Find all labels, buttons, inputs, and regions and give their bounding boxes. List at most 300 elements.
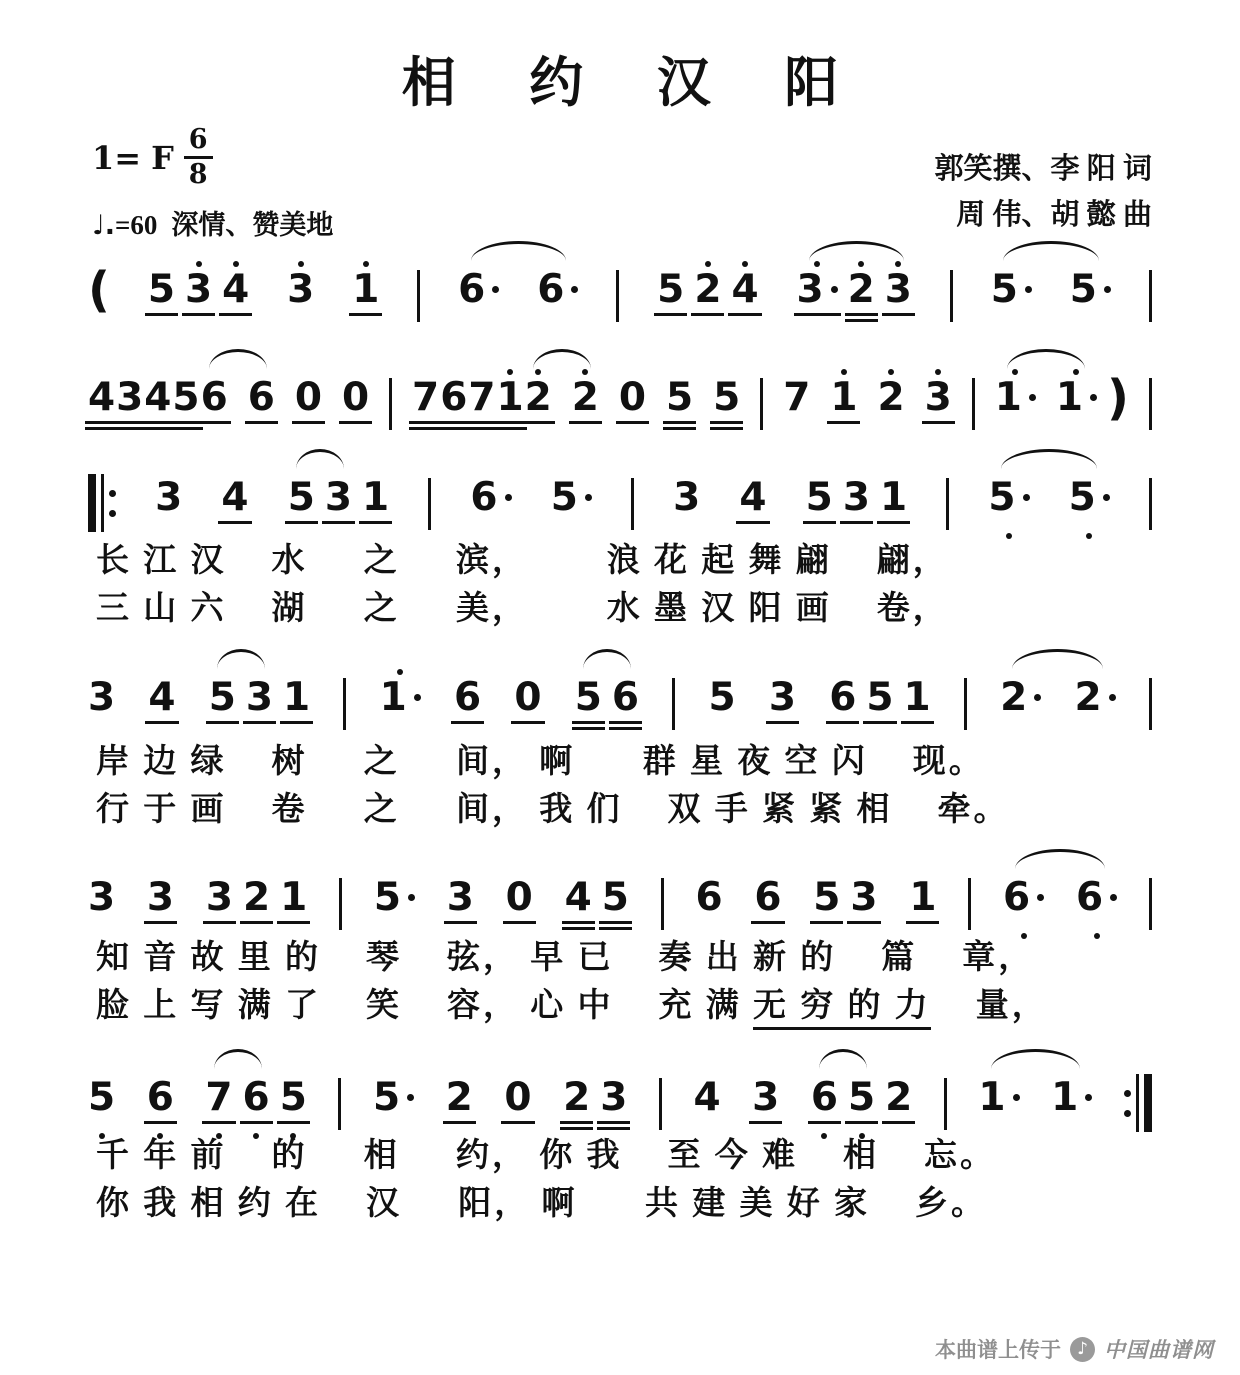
note-digit: 0 xyxy=(505,875,533,920)
note xyxy=(458,258,499,334)
note xyxy=(783,366,810,442)
note xyxy=(829,666,856,742)
tempo-marking xyxy=(92,203,333,242)
beam-underline-2 xyxy=(599,927,632,930)
note-digit: 0 xyxy=(341,375,370,420)
note-digit: 6 xyxy=(454,675,482,720)
note xyxy=(731,258,758,334)
note xyxy=(172,366,199,442)
note-digit: 4 xyxy=(731,267,759,312)
slur-arc xyxy=(1015,849,1104,869)
beam-underline xyxy=(243,721,276,724)
note-cluster xyxy=(946,466,949,530)
note-digit: 5 xyxy=(172,375,200,420)
lyric-row-b-verse1: 岸 边 绿 树 之 间， 啊 群 星 夜 空 闪 现。 xyxy=(96,744,985,780)
beam-underline xyxy=(522,421,555,424)
note xyxy=(843,466,870,542)
note xyxy=(144,366,171,442)
slur-arc xyxy=(209,349,267,369)
note xyxy=(694,258,721,334)
note-digit: 2 xyxy=(877,375,905,420)
note-digit: 0 xyxy=(514,675,542,720)
rest-note xyxy=(295,366,322,442)
note-digit: 4 xyxy=(564,875,592,920)
note-cluster xyxy=(1149,466,1152,530)
note-digit: 6 xyxy=(611,675,640,720)
note-cluster xyxy=(155,466,182,542)
note-cluster xyxy=(964,666,967,730)
note-digit: 0 xyxy=(504,1075,532,1120)
close-paren: ) xyxy=(1106,370,1129,426)
note-cluster xyxy=(575,666,639,742)
beam-underline xyxy=(277,921,310,924)
note-cluster xyxy=(925,366,952,442)
note-digit: 4 xyxy=(222,267,250,312)
lyric-row-c-verse2 xyxy=(96,979,1048,1026)
beam-underline xyxy=(182,313,215,316)
note-digit: 5 xyxy=(665,375,694,420)
note-digit: 6 xyxy=(1003,875,1031,920)
note-digit: 3 xyxy=(673,475,701,520)
credits xyxy=(934,146,1152,239)
note-digit: 7 xyxy=(783,375,811,420)
slur-arc xyxy=(533,349,591,369)
meter-denominator: 8 xyxy=(188,159,208,191)
note-digit: 1 xyxy=(830,375,858,420)
beam-underline xyxy=(451,721,484,724)
beam-underline xyxy=(766,721,799,724)
note-cluster xyxy=(950,258,953,322)
note-cluster xyxy=(428,466,431,530)
note-digit: 1 xyxy=(496,375,524,420)
note xyxy=(246,666,273,742)
note-digit: 5 xyxy=(805,475,833,520)
note xyxy=(221,466,248,542)
note-cluster xyxy=(713,366,740,442)
note xyxy=(769,666,796,742)
lyric-row-a-verse2: 三 山 六 湖 之 美， 水 墨 汉 阳 画 卷， xyxy=(96,591,949,627)
beam-underline xyxy=(144,921,177,924)
slur-arc xyxy=(819,1049,867,1069)
note xyxy=(1076,866,1117,942)
note-digit: 1 xyxy=(903,675,931,720)
note-digit: 1 xyxy=(379,675,407,720)
note-digit: 6 xyxy=(1075,875,1104,920)
note-cluster xyxy=(537,258,578,334)
beam-underline-2 xyxy=(562,927,595,930)
note-cluster xyxy=(1069,466,1110,542)
note-digit: 3 xyxy=(768,675,797,720)
beam-underline xyxy=(794,313,841,316)
note-cluster xyxy=(389,366,392,430)
beam-underline xyxy=(654,313,687,316)
note xyxy=(496,366,523,442)
beam-underline xyxy=(206,721,239,724)
note-digit: 3 xyxy=(796,267,824,312)
augmentation-dot xyxy=(1103,494,1110,501)
beam-underline xyxy=(691,313,724,316)
note-digit: 5 xyxy=(848,1075,876,1120)
note-digit: 3 xyxy=(850,875,878,920)
music-line-intro-2 xyxy=(88,346,1152,442)
note xyxy=(1056,366,1097,442)
note-cluster xyxy=(1076,866,1117,942)
note-digit: 2 xyxy=(694,267,722,312)
note-cluster xyxy=(339,866,342,930)
beam-underline xyxy=(736,521,769,524)
beam-underline xyxy=(280,721,313,724)
beam-underline xyxy=(349,313,382,316)
augmentation-dot xyxy=(1109,694,1116,701)
note-digit: 6 xyxy=(200,375,228,420)
augmentation-dot xyxy=(1029,394,1036,401)
upload-text: 本曲谱上传于 xyxy=(935,1338,1061,1362)
beam-underline xyxy=(501,1121,534,1124)
note-cluster xyxy=(458,258,499,334)
note xyxy=(88,366,115,442)
beam-underline xyxy=(562,921,595,924)
octave-dot-low xyxy=(1094,933,1100,939)
beam-underline xyxy=(560,1121,593,1124)
note-cluster xyxy=(829,666,930,742)
beam-underline xyxy=(145,721,178,724)
note xyxy=(283,666,310,742)
note-digit: 3 xyxy=(446,875,474,920)
beam-underline xyxy=(803,521,836,524)
note-digit: 2 xyxy=(1000,675,1028,720)
barline xyxy=(972,378,975,430)
augmentation-dot xyxy=(1110,894,1117,901)
note-digit: 1 xyxy=(978,1075,1006,1120)
note-digit: 7 xyxy=(412,375,440,420)
note-digit: 5 xyxy=(657,267,685,312)
note-digit: 3 xyxy=(184,267,213,312)
note xyxy=(797,258,838,334)
beam-underline xyxy=(218,521,251,524)
music-line-verse-4 xyxy=(88,1046,1152,1142)
note-digit: 6 xyxy=(247,375,275,420)
beam-underline xyxy=(240,921,273,924)
tempo-note-icon: ♩.=60 xyxy=(92,210,158,241)
augmentation-dot xyxy=(1034,694,1041,701)
note xyxy=(412,366,439,442)
beam-underline xyxy=(827,421,860,424)
note-digit: 0 xyxy=(294,375,322,420)
note-cluster xyxy=(288,466,389,542)
note xyxy=(830,366,857,442)
note-cluster xyxy=(619,366,646,442)
note-digit: 5 xyxy=(147,267,175,312)
barline xyxy=(672,678,675,730)
note xyxy=(713,366,740,442)
note-digit: 6 xyxy=(146,1075,174,1120)
beam-underline xyxy=(845,313,878,316)
beam-underline xyxy=(203,921,236,924)
note-cluster xyxy=(672,666,675,730)
note-digit: 5 xyxy=(713,375,741,420)
rest-note xyxy=(619,366,646,442)
note xyxy=(248,366,275,442)
barline xyxy=(389,378,392,430)
meter-numerator: 6 xyxy=(184,126,213,159)
beam-underline-2 xyxy=(493,427,526,430)
note-digit: 3 xyxy=(146,875,175,920)
note-cluster xyxy=(417,258,420,322)
beam-underline xyxy=(202,1121,235,1124)
beam-underline xyxy=(749,1121,782,1124)
beam-underline xyxy=(219,313,252,316)
note-digit: 5 xyxy=(1068,475,1096,520)
note-cluster xyxy=(380,666,421,742)
note-digit: 5 xyxy=(866,675,894,720)
beam-underline xyxy=(845,1121,878,1124)
beam-underline xyxy=(882,1121,915,1124)
note-digit: 5 xyxy=(373,875,401,920)
note-digit: 5 xyxy=(990,267,1018,312)
beam-underline xyxy=(863,721,896,724)
lyric-text: 量， xyxy=(930,988,1048,1024)
music-line-intro-1 xyxy=(88,238,1152,334)
note-cluster xyxy=(1051,1066,1092,1142)
barline xyxy=(339,878,342,930)
note-cluster xyxy=(1056,366,1129,442)
note-cluster xyxy=(209,666,310,742)
beam-underline xyxy=(339,421,372,424)
note-cluster xyxy=(830,366,857,442)
note-cluster xyxy=(572,366,599,442)
note-digit: 2 xyxy=(563,1075,591,1120)
note xyxy=(352,258,379,334)
note-cluster xyxy=(739,466,766,542)
note-digit: 6 xyxy=(754,875,782,920)
lyric-row-d-verse1: 千 年 前 的 相 约， 你 我 至 今 难 相 忘。 xyxy=(96,1138,996,1174)
barline xyxy=(616,270,619,322)
beam-underline-2 xyxy=(609,727,642,730)
music-line-verse-2 xyxy=(88,646,1152,742)
barline xyxy=(428,478,431,530)
note-cluster xyxy=(806,466,907,542)
beam-underline xyxy=(810,921,843,924)
note xyxy=(572,366,599,442)
note-digit: 3 xyxy=(884,267,912,312)
barline xyxy=(1149,378,1152,430)
note-cluster xyxy=(338,1066,341,1130)
augmentation-dot xyxy=(1025,286,1032,293)
note-digit: 7 xyxy=(205,1075,233,1120)
lyric-row-a-verse1: 长 江 汉 水 之 滨， 浪 花 起 舞 翩 翩， xyxy=(96,543,949,579)
note-cluster xyxy=(877,366,904,442)
augmentation-dot xyxy=(407,1094,414,1101)
song-title: 相 约 汉 阳 xyxy=(401,53,869,113)
octave-dot-low xyxy=(1006,533,1012,539)
note-digit: 1 xyxy=(1055,375,1083,420)
note xyxy=(995,366,1036,442)
note-digit: 4 xyxy=(148,675,176,720)
note-cluster xyxy=(88,366,228,442)
note xyxy=(525,366,552,442)
note xyxy=(116,366,143,442)
note-digit: 5 xyxy=(574,675,602,720)
lyric-text: 脸 上 写 满 了 笑 容， 心 中 充 满 xyxy=(96,988,753,1024)
note-cluster xyxy=(760,366,763,430)
barline xyxy=(950,270,953,322)
composer-credit: 周 伟、胡 懿 曲 xyxy=(956,199,1152,232)
note xyxy=(209,666,236,742)
note-digit: 6 xyxy=(537,267,565,312)
note-cluster xyxy=(657,258,758,334)
note-cluster xyxy=(1149,258,1152,322)
note xyxy=(1069,466,1110,542)
note xyxy=(575,666,602,742)
beam-underline xyxy=(710,421,743,424)
note xyxy=(201,366,228,442)
beam-underline xyxy=(609,721,642,724)
note xyxy=(866,666,893,742)
note-cluster xyxy=(352,258,379,334)
beam-underline xyxy=(906,921,939,924)
barline xyxy=(964,678,967,730)
note-digit: 2 xyxy=(445,1075,473,1120)
beam-underline xyxy=(569,421,602,424)
note-cluster xyxy=(412,366,552,442)
note xyxy=(380,666,421,742)
beam-underline-2 xyxy=(710,427,743,430)
note-digit: 2 xyxy=(1074,675,1102,720)
footer-credit xyxy=(935,1334,1214,1364)
beam-underline xyxy=(144,1121,177,1124)
note-digit: 1 xyxy=(909,875,937,920)
barline xyxy=(1149,270,1152,322)
note-digit: 3 xyxy=(205,875,233,920)
beam-underline xyxy=(322,521,355,524)
beam-underline xyxy=(285,521,318,524)
key-letter: F xyxy=(151,138,174,177)
note xyxy=(470,466,511,542)
beam-underline xyxy=(145,313,178,316)
note-digit: 5 xyxy=(813,875,841,920)
augmentation-dot xyxy=(1037,894,1044,901)
note-cluster xyxy=(1149,866,1152,930)
note xyxy=(148,258,175,334)
beam-underline xyxy=(663,421,696,424)
note-cluster xyxy=(88,466,116,532)
note-cluster xyxy=(995,366,1036,442)
repeat-end-sign xyxy=(1124,1074,1152,1132)
beam-underline xyxy=(240,1121,273,1124)
beam-underline xyxy=(292,421,325,424)
note-digit: 1 xyxy=(280,875,308,920)
note-cluster xyxy=(769,666,796,742)
note xyxy=(155,466,182,542)
augmentation-dot xyxy=(1085,1094,1092,1101)
note-cluster xyxy=(783,366,810,442)
repeat-begin-sign xyxy=(88,474,116,532)
note-digit: 5 xyxy=(988,475,1016,520)
note-digit: 3 xyxy=(842,475,870,520)
beam-underline xyxy=(443,1121,476,1124)
note-digit: 1 xyxy=(879,475,908,520)
note-digit: 3 xyxy=(245,675,274,720)
note-digit: 6 xyxy=(470,475,498,520)
note-digit: 0 xyxy=(618,375,646,420)
slur-arc xyxy=(296,449,344,469)
lyric-row-b-verse2: 行 于 画 卷 之 间， 我 们 双 手 紧 紧 相 牵。 xyxy=(96,792,1010,828)
beam-underline xyxy=(847,921,880,924)
octave-dot-low xyxy=(1086,533,1092,539)
note-digit: 5 xyxy=(372,1075,401,1120)
note-cluster xyxy=(1149,366,1152,430)
beam-underline xyxy=(882,313,915,316)
note-cluster xyxy=(991,258,1032,334)
augmentation-dot xyxy=(1023,494,1030,501)
barline xyxy=(1149,478,1152,530)
note xyxy=(739,466,766,542)
note-digit: 7 xyxy=(468,375,496,420)
rest-note xyxy=(514,666,541,742)
augmentation-dot xyxy=(408,894,415,901)
note-digit: 2 xyxy=(571,375,599,420)
note-digit: 6 xyxy=(695,875,723,920)
barline xyxy=(968,878,971,930)
note-cluster xyxy=(1124,1066,1152,1132)
note-cluster xyxy=(972,366,975,430)
note xyxy=(988,466,1029,542)
note-cluster xyxy=(1070,258,1111,334)
note-digit: 1 xyxy=(1051,1075,1079,1120)
note-cluster xyxy=(342,366,369,442)
note-cluster xyxy=(968,866,971,930)
augmentation-dot xyxy=(1090,394,1097,401)
beam-underline xyxy=(877,521,910,524)
barline xyxy=(343,678,346,730)
slur-arc xyxy=(1007,349,1085,369)
note xyxy=(806,466,833,542)
note xyxy=(1070,258,1111,334)
site-logo-icon: ♪ xyxy=(1070,1337,1095,1362)
note-cluster xyxy=(988,466,1029,542)
note-cluster xyxy=(295,366,322,442)
beam-underline-2 xyxy=(663,427,696,430)
augmentation-dot xyxy=(585,494,592,501)
beam-underline xyxy=(826,721,859,724)
slur-arc xyxy=(1001,449,1098,469)
music-line-verse-1 xyxy=(88,446,1152,542)
note xyxy=(880,466,907,542)
note-cluster xyxy=(148,666,175,742)
note-digit: 6 xyxy=(829,675,857,720)
note-digit: 6 xyxy=(810,1075,839,1120)
beam-underline xyxy=(808,1121,841,1124)
note-cluster xyxy=(454,666,481,742)
expression-text: 深情、赞美地 xyxy=(171,210,334,240)
note-cluster xyxy=(514,666,541,742)
note xyxy=(673,466,700,542)
slur-arc xyxy=(583,649,631,669)
barline xyxy=(338,1078,341,1130)
note xyxy=(468,366,495,442)
note xyxy=(88,666,115,742)
slur-arc xyxy=(1003,241,1099,261)
note xyxy=(325,466,352,542)
note-cluster xyxy=(631,466,634,530)
note xyxy=(440,366,467,442)
note xyxy=(666,366,693,442)
note-digit: 3 xyxy=(287,267,315,312)
note xyxy=(362,466,389,542)
note xyxy=(612,666,639,742)
beam-underline xyxy=(901,721,934,724)
lyric-melisma-underline: 无 穷 的 力 xyxy=(753,988,931,1030)
